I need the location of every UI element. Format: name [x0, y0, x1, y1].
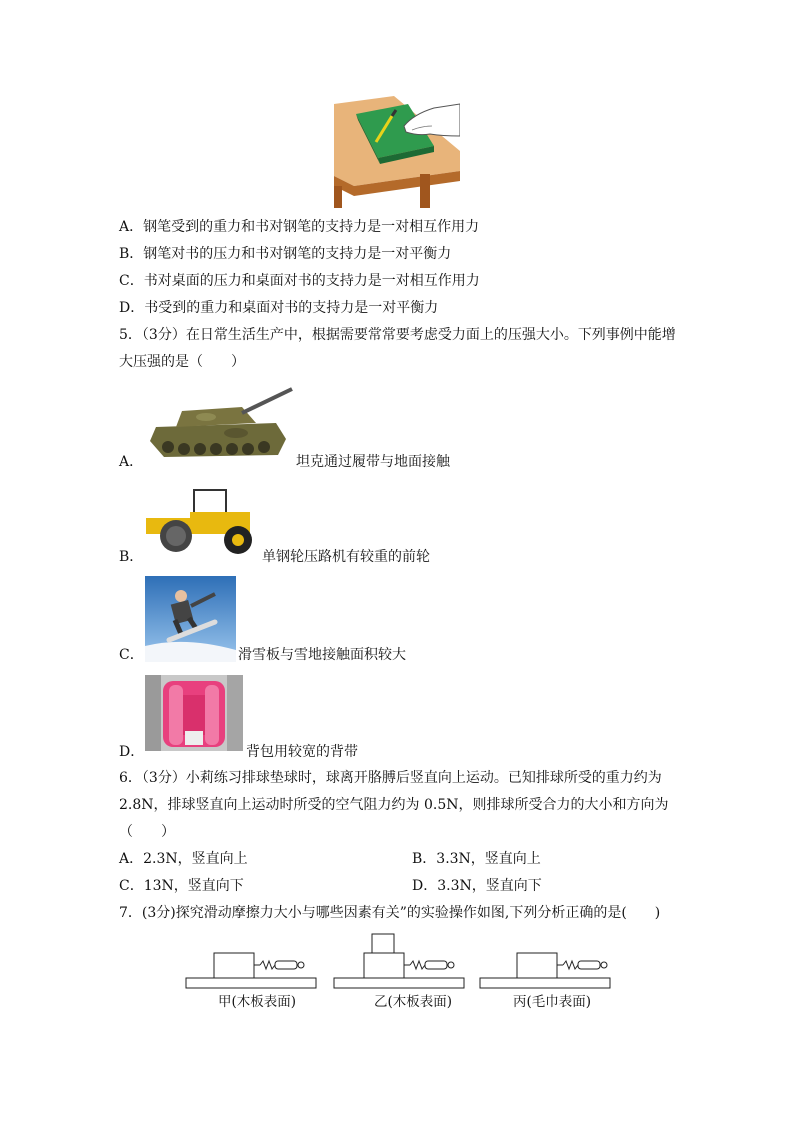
q5-option-d-text: 背包用较宽的背带 — [246, 744, 358, 760]
q6-stem-line3: （ ） — [119, 824, 175, 840]
q5-stem-line2: 大压强的是（ ） — [119, 354, 245, 370]
q4-option-d: D．书受到的重力和桌面对书的支持力是一对平衡力 — [119, 300, 439, 316]
q7-caption-3: 丙(毛巾表面) — [513, 994, 592, 1010]
q6-option-a: A．2.3N，竖直向上 — [119, 851, 248, 867]
q5-option-c-letter: C． — [119, 647, 144, 663]
q6-option-b: B．3.3N，竖直向上 — [412, 851, 541, 867]
q5-option-c-text: 滑雪板与雪地接触面积较大 — [238, 647, 406, 663]
q7-caption-1: 甲(木板表面) — [218, 994, 297, 1010]
q5-option-a-letter: A． — [119, 454, 144, 470]
backpack-image — [145, 675, 243, 751]
book-pen-table-image — [334, 96, 460, 208]
q6-option-c: C．13N，竖直向下 — [119, 878, 244, 894]
q5-option-b-text: 单钢轮压路机有较重的前轮 — [262, 549, 430, 565]
snowboard-image — [145, 576, 236, 662]
q4-option-b: B．钢笔对书的压力和书对钢笔的支持力是一对平衡力 — [119, 246, 452, 262]
q5-option-d-letter: D． — [119, 744, 145, 760]
q5-stem-line1: 5．（3分）在日常生活生产中，根据需要常常要考虑受力面上的压强大小。下列事例中能增 — [119, 327, 676, 343]
q5-option-a-text: 坦克通过履带与地面接触 — [296, 454, 450, 470]
road-roller-image — [142, 484, 260, 556]
q5-option-b-letter: B． — [119, 549, 144, 565]
q6-stem-line1: 6．（3分）小莉练习排球垫球时，球离开胳膊后竖直向上运动。已知排球所受的重力约为 — [119, 770, 662, 786]
q6-option-d: D．3.3N，竖直向下 — [412, 878, 542, 894]
tank-image — [146, 383, 294, 467]
q6-stem-line2: 2.8N，排球竖直向上运动时所受的空气阻力约为 0.5N，则排球所受合力的大小和方向为 — [119, 797, 669, 813]
q4-option-c: C．书对桌面的压力和桌面对书的支持力是一对相互作用力 — [119, 273, 480, 289]
q7-caption-2: 乙(木板表面) — [374, 994, 453, 1010]
q4-option-a: A．钢笔受到的重力和书对钢笔的支持力是一对相互作用力 — [119, 219, 480, 235]
q7-stem: 7．(3分)探究滑动摩擦力大小与哪些因素有关”的实验操作如图,下列分析正确的是( ) — [119, 905, 661, 921]
